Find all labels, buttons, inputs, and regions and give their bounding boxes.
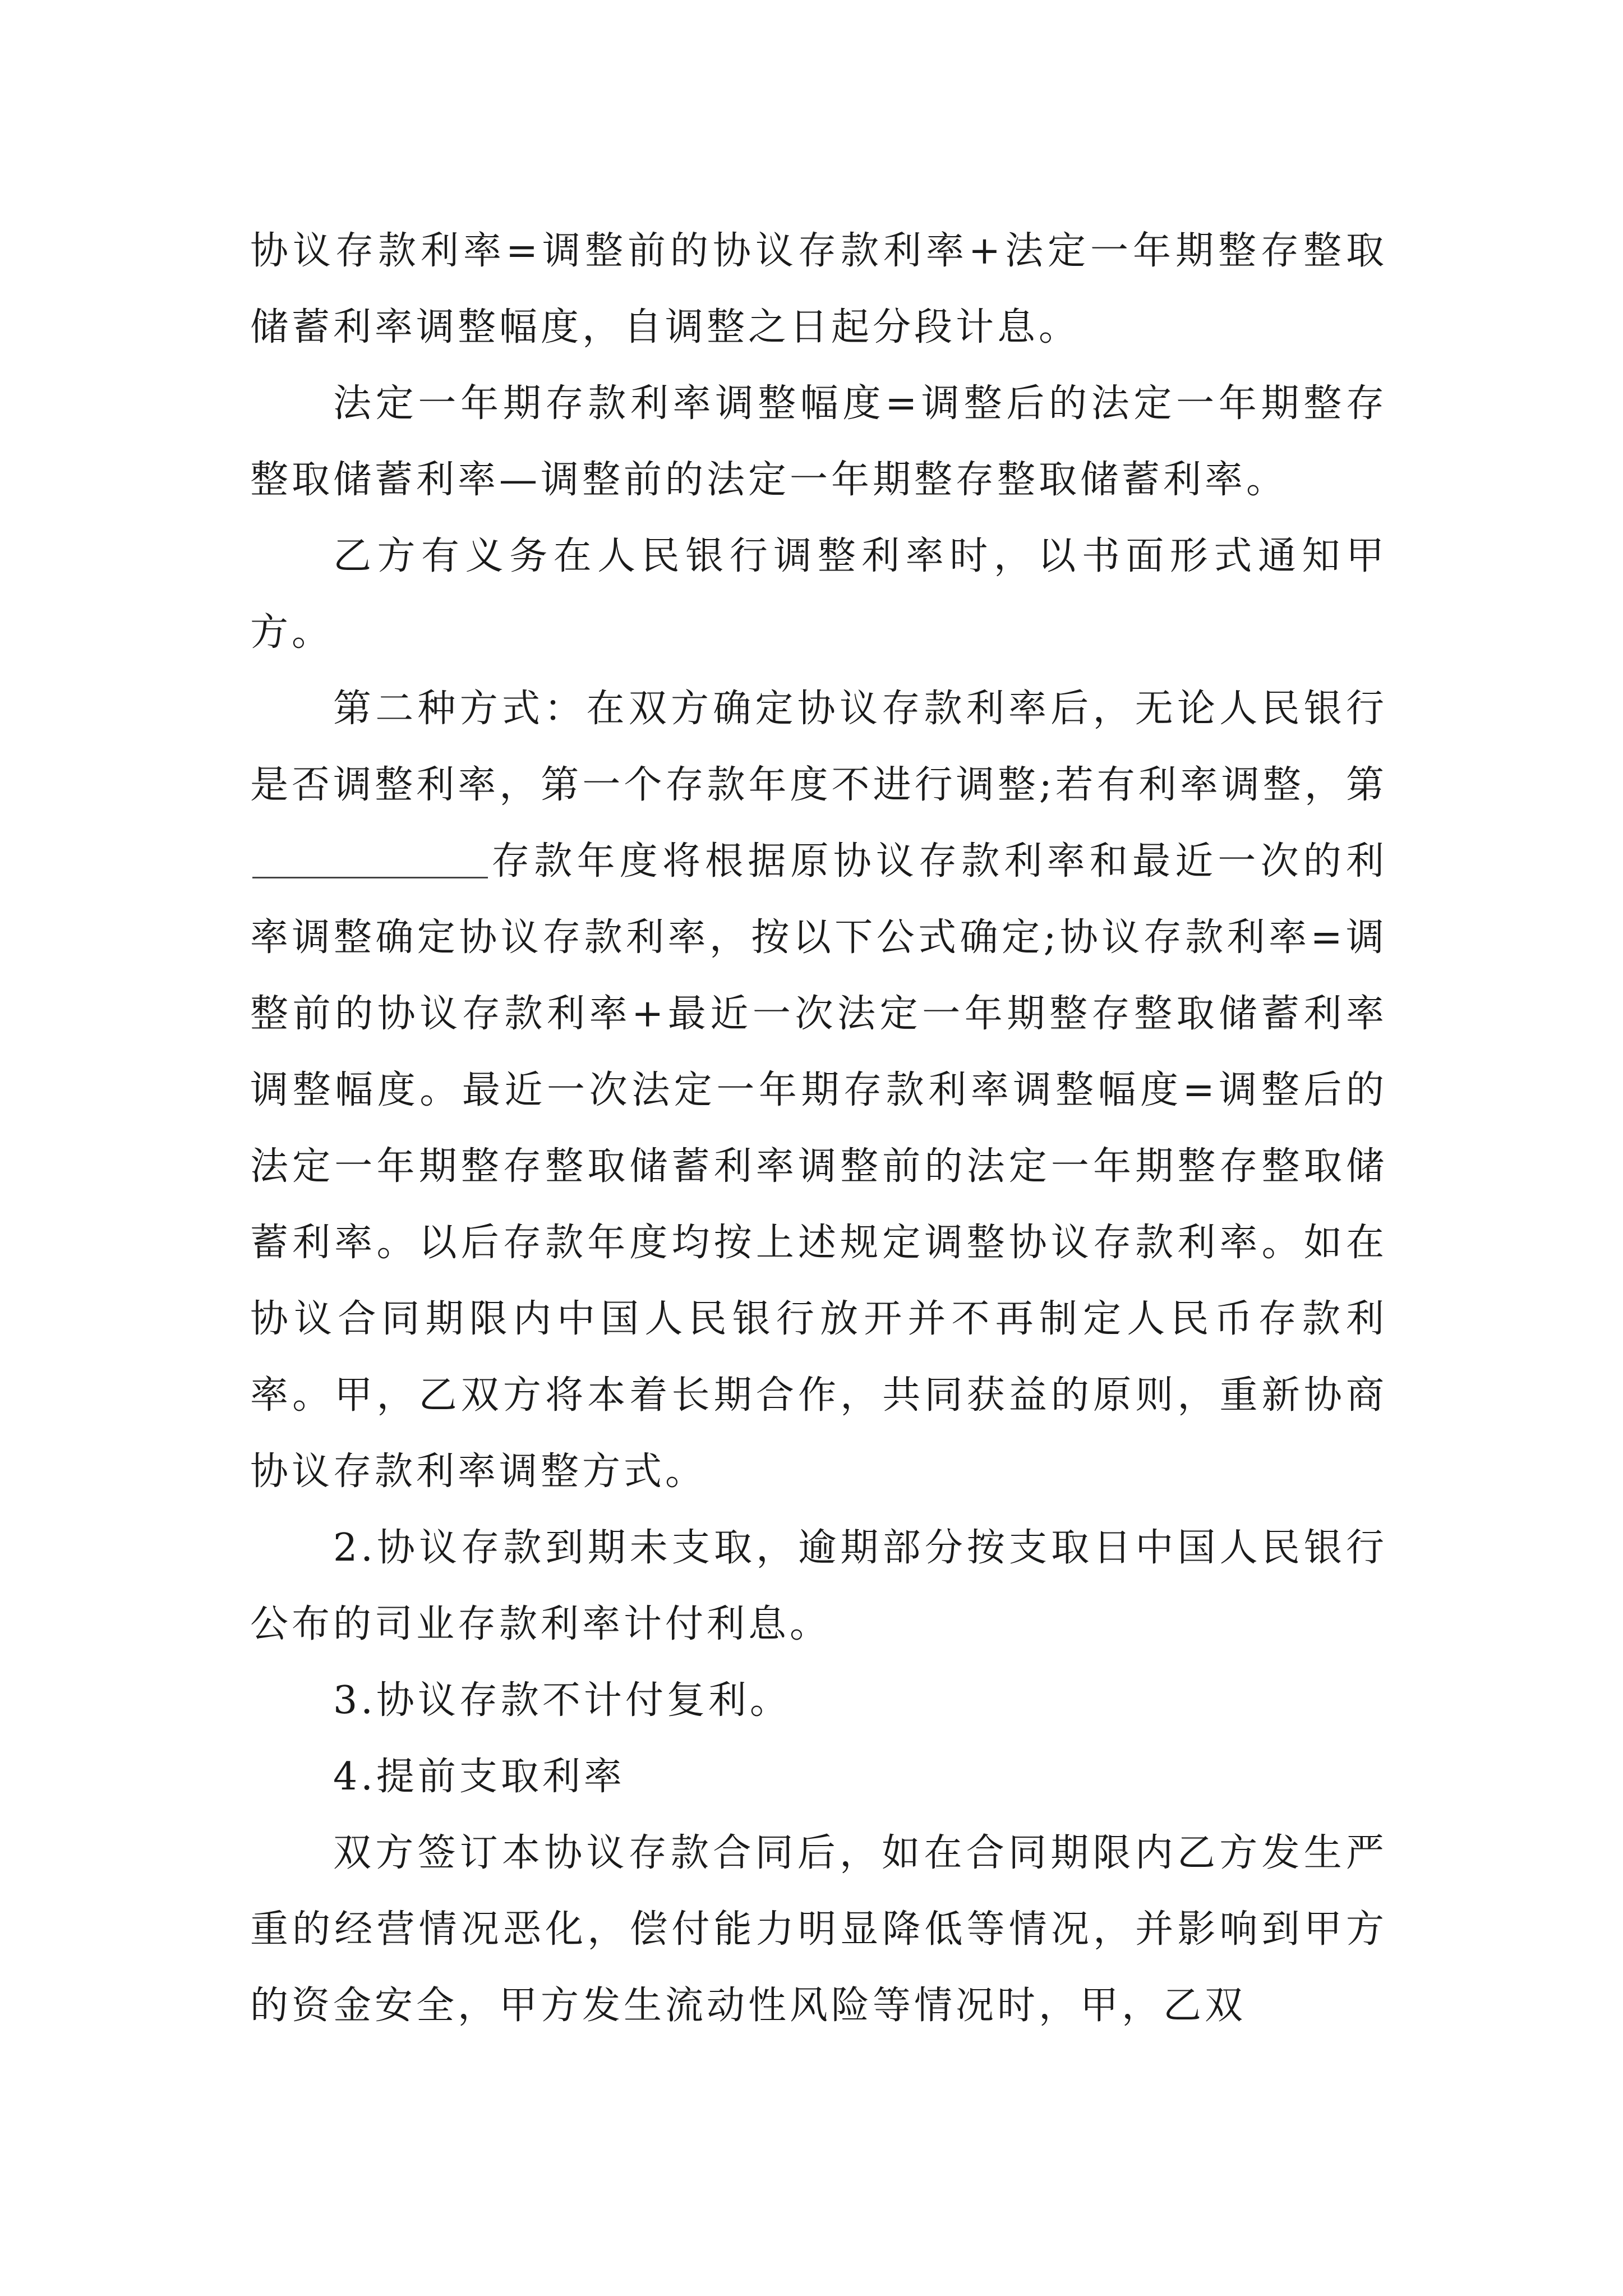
fill-in-blank <box>252 843 488 878</box>
paragraph-1: 协议存款利率=调整前的协议存款利率+法定一年期整存整取储蓄利率调整幅度，自调整之日起分段计息。 <box>250 229 1387 349</box>
paragraph-2: 法定一年期存款利率调整幅度=调整后的法定一年期整存整取储蓄利率—调整前的法定一年期整存整取储蓄利率。 <box>250 381 1387 502</box>
paragraph-6: 3.协议存款不计付复利。 <box>333 1678 791 1723</box>
paragraph-4-part-2: 存款年度将根据原协议存款利率和最近一次的利率调整确定协议存款利率，按以下公式确定;协议存款利率=调整前的协议存款利率+最近一次法定一年期整存整取储蓄利率调整幅度。最近一次法定一年期存款利率调整幅度=调整后的法定一年期整存整取储蓄利率调整前的法定一年期整存整取储蓄利率。以后存款年度均按上述规定调整协议存款利率。如在协议合同期限内中国人民银行放开并不再制定人民币存款利率。甲，乙双方将本着长期合作，共同获益的原则，重新协商协议存款利率调整方式。 <box>250 839 1387 1494</box>
document-body <box>250 213 1387 2044</box>
paragraph-3: 乙方有义务在人民银行调整利率时，以书面形式通知甲方。 <box>250 534 1387 655</box>
paragraph-7: 4.提前支取利率 <box>333 1755 625 1799</box>
paragraph-8: 双方签订本协议存款合同后，如在合同期限内乙方发生严重的经营情况恶化，偿付能力明显降低等情况，并影响到甲方的资金安全，甲方发生流动性风险等情况时，甲，乙双 <box>250 1831 1387 2028</box>
paragraph-4 <box>250 671 1387 1510</box>
paragraph-5: 2.协议存款到期未支取，逾期部分按支取日中国人民银行公布的司业存款利率计付利息。 <box>250 1526 1387 1646</box>
paragraph-4-part-1: 第二种方式：在双方确定协议存款利率后，无论人民银行是否调整利率，第一个存款年度不进行调整;若有利率调整，第 <box>250 687 1387 807</box>
